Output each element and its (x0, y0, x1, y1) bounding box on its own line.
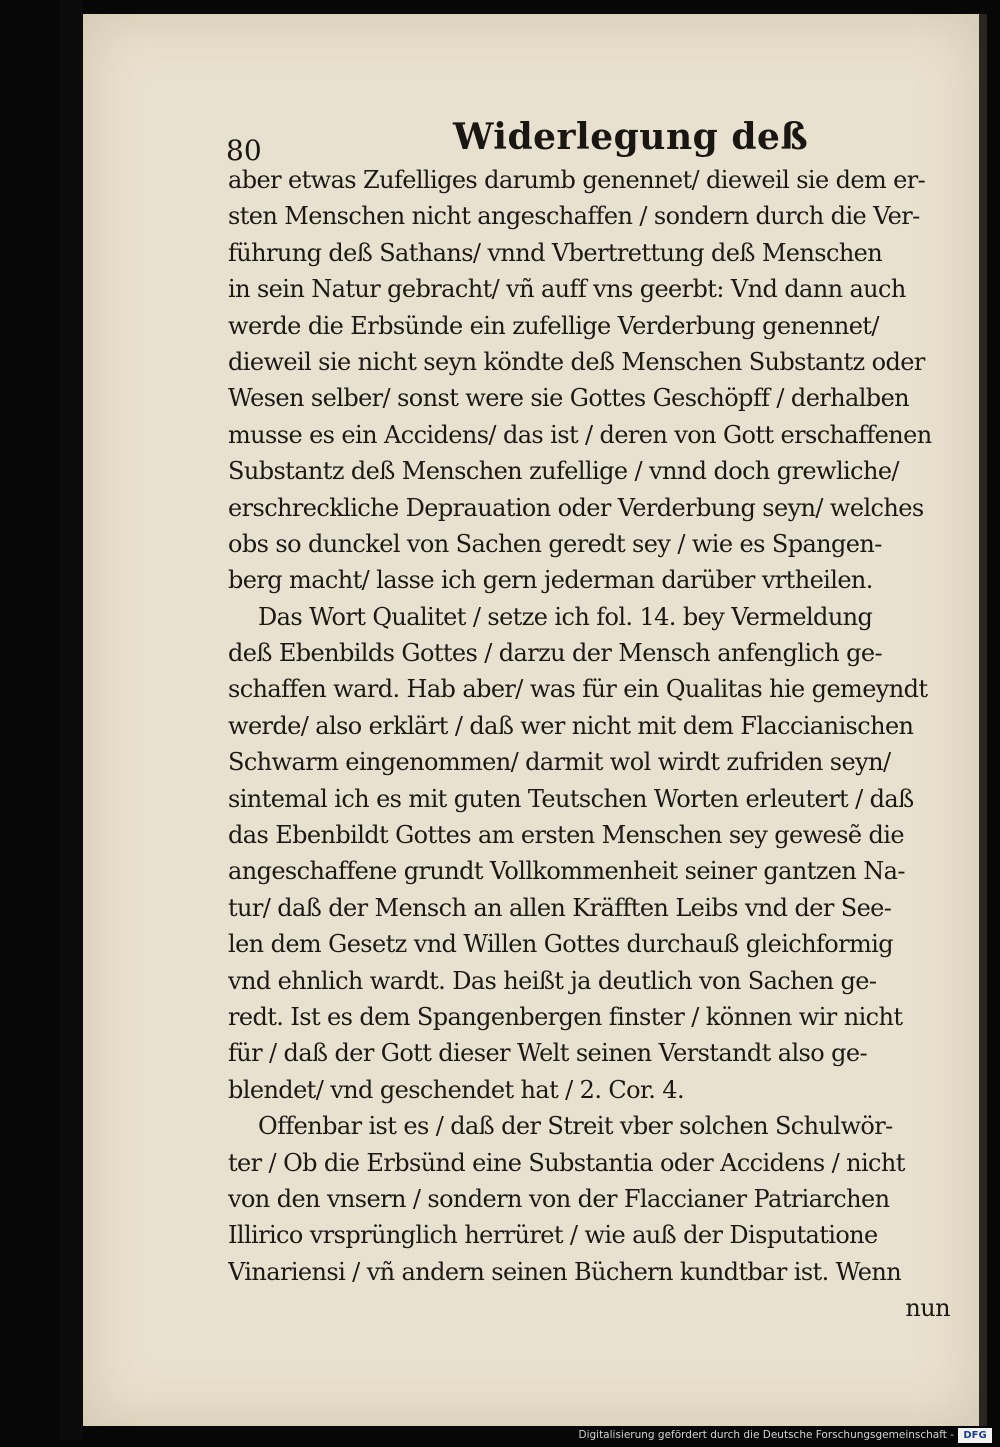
text-line: blendet/ vnd geschendet hat / 2. Cor. 4. (228, 1075, 685, 1104)
text-line: redt. Ist es dem Spangenbergen finster / können wir nicht (228, 1002, 903, 1031)
text-line: das Ebenbildt Gottes am ersten Menschen sey gewesẽ die (228, 821, 904, 850)
paragraph-start-line: Offenbar ist es / daß der Streit vber solchen Schulwör- (258, 1112, 893, 1141)
text-line: tur/ daß der Mensch an allen Kräfften Leibs vnd der See- (228, 893, 892, 922)
catchword: nun (905, 1294, 950, 1323)
text-line: schaffen ward. Hab aber/ was für ein Qualitas hie gemeyndt (228, 675, 928, 704)
text-line: für / daß der Gott dieser Welt seinen Verstandt also ge- (228, 1039, 867, 1068)
text-line: werde die Erbsünde ein zufellige Verderbung genennet/ (228, 311, 879, 340)
text-line: sintemal ich es mit guten Teutschen Worten erleutert / daß (228, 784, 914, 813)
text-line: ter / Ob die Erbsünd eine Substantia oder Accidens / nicht (228, 1148, 905, 1177)
text-line: musse es ein Accidens/ das ist / deren von Gott erschaffenen (228, 420, 932, 449)
book-spine-shadow (60, 0, 83, 1440)
text-line: von den vnsern / sondern von der Flaccianer Patriarchen (228, 1184, 890, 1213)
text-line: angeschaffene grundt Vollkommenheit seiner gantzen Na- (228, 857, 905, 886)
text-line: dieweil sie nicht seyn köndte deß Menschen Substantz oder (228, 347, 925, 376)
text-line: berg macht/ lasse ich gern jederman darüber vrtheilen. (228, 566, 873, 595)
text-line: len dem Gesetz vnd Willen Gottes durchauß gleichformig (228, 930, 893, 959)
text-line: obs so dunckel von Sachen geredt sey / wie es Spangen- (228, 529, 882, 558)
text-line: vnd ehnlich wardt. Das heißt ja deutlich von Sachen ge- (228, 966, 877, 995)
dfg-credit-text: Digitalisierung gefördert durch die Deutsche Forschungsgemeinschaft - (578, 1429, 954, 1441)
page-edge (979, 14, 987, 1426)
text-line: Vinariensi / vñ andern seinen Büchern kundtbar ist. Wenn (228, 1257, 902, 1286)
page-body-text (228, 162, 950, 1327)
dfg-logo: DFG (958, 1428, 992, 1443)
text-line: Wesen selber/ sonst were sie Gottes Geschöpff / derhalben (228, 384, 910, 413)
digitization-footer (0, 1427, 1000, 1447)
text-line: führung deß Sathans/ vnnd Vbertrettung deß Menschen (228, 238, 883, 267)
text-line: Substantz deß Menschen zufellige / vnnd doch grewliche/ (228, 457, 899, 486)
text-line: deß Ebenbilds Gottes / darzu der Mensch anfenglich ge- (228, 639, 883, 668)
paragraph-start-line: Das Wort Qualitet / setze ich fol. 14. bey Vermeldung (258, 602, 873, 631)
text-line: erschreckliche Deprauation oder Verderbung seyn/ welches (228, 493, 924, 522)
text-line: Schwarm eingenommen/ darmit wol wirdt zufriden seyn/ (228, 748, 891, 777)
text-line: in sein Natur gebracht/ vñ auff vns geerbt: Vnd dann auch (228, 275, 906, 304)
text-line: werde/ also erklärt / daß wer nicht mit dem Flaccianischen (228, 711, 914, 740)
page-number: 80 (226, 134, 262, 167)
text-line: aber etwas Zufelliges darumb genennet/ dieweil sie dem er- (228, 166, 926, 194)
text-line: Illirico vrsprünglich herrüret / wie auß der Disputatione (228, 1221, 878, 1250)
text-line: sten Menschen nicht angeschaffen / sondern durch die Ver- (228, 202, 920, 231)
running-title: Widerlegung deß (453, 116, 809, 158)
